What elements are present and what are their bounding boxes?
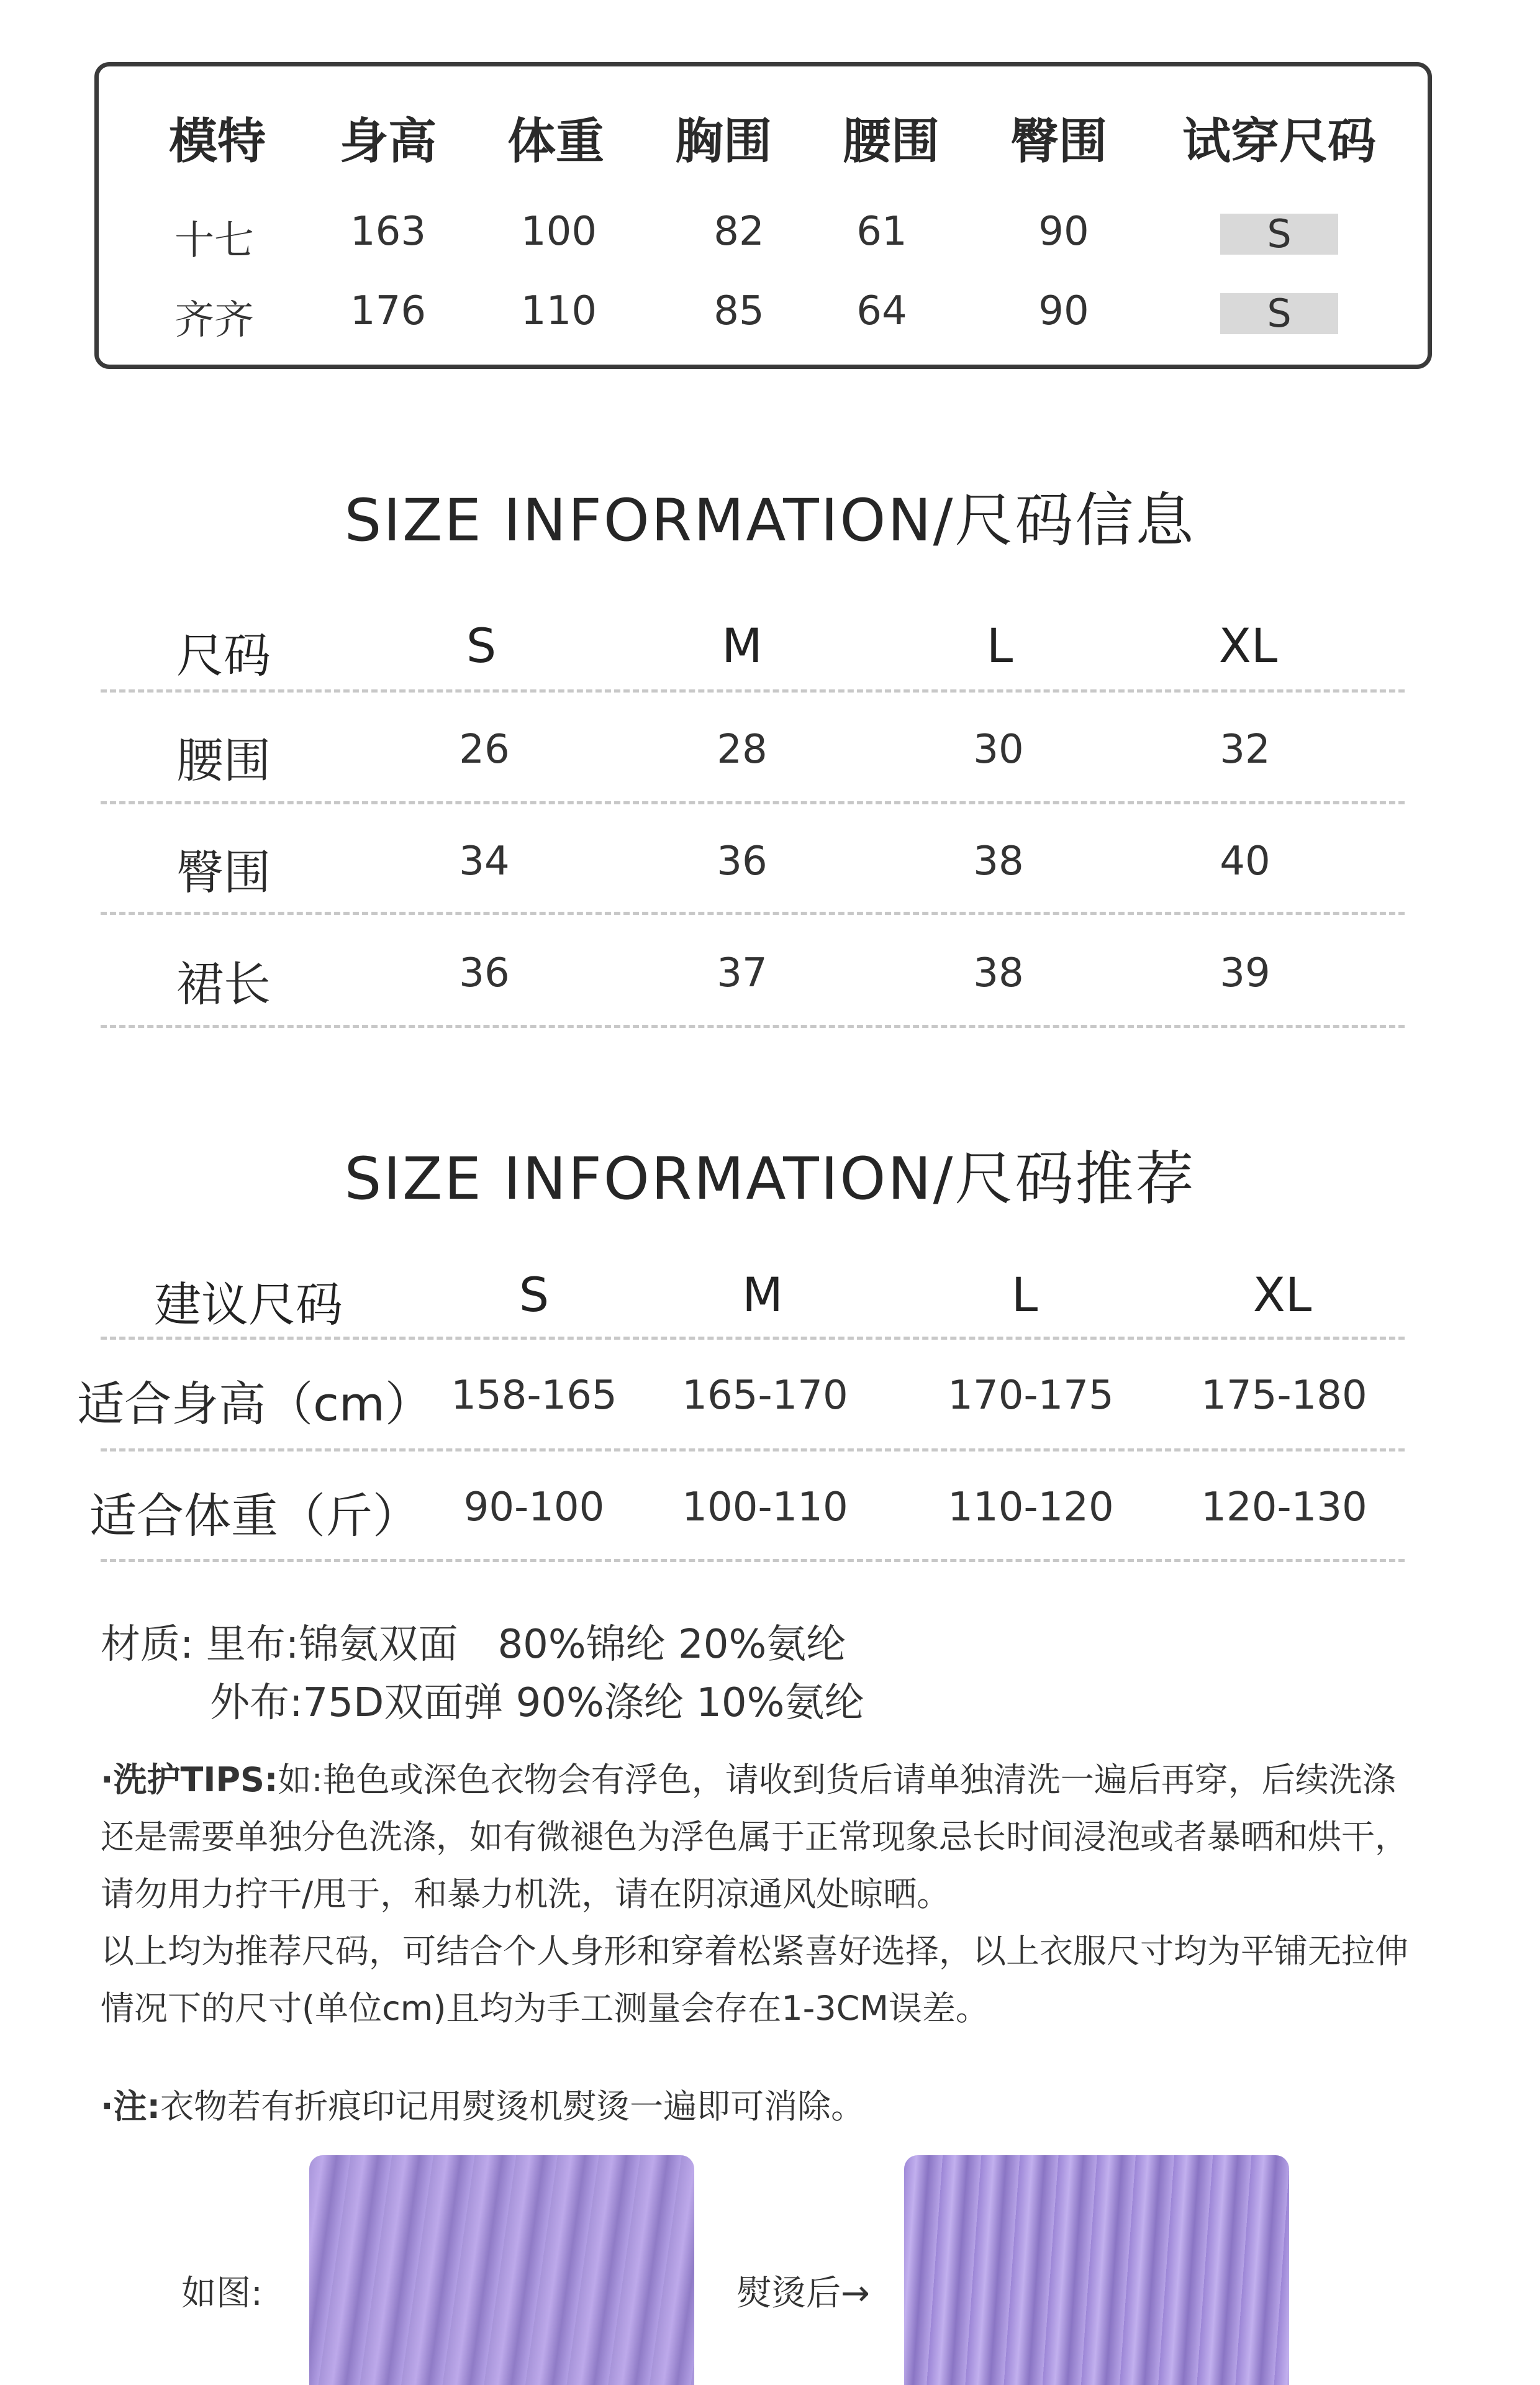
care-tips — [101, 1751, 1417, 1923]
recommend-header-xl: XL — [1252, 1267, 1312, 1322]
size-info-header-m: M — [722, 618, 763, 673]
crease-note-label: ·注: — [101, 2087, 161, 2126]
cell: 32 — [1220, 727, 1270, 773]
divider — [101, 1025, 1405, 1028]
cell: 110-120 — [948, 1484, 1114, 1530]
model-weight: 110 — [520, 288, 597, 334]
cell: 34 — [459, 838, 510, 884]
cell: 28 — [717, 727, 768, 773]
size-info-header-xl: XL — [1218, 618, 1278, 673]
cell: 175-180 — [1201, 1373, 1367, 1419]
cell: 100-110 — [682, 1484, 848, 1530]
row-label-length: 裙长 — [176, 956, 271, 1012]
cell: 38 — [973, 950, 1024, 996]
model-name: 齐齐 — [174, 298, 254, 343]
recommend-header-label: 建议尺码 — [154, 1277, 343, 1332]
divider — [101, 689, 1405, 693]
header-bust: 胸围 — [674, 114, 772, 170]
after-caption: 熨烫后→ — [736, 2273, 870, 2314]
size-info-header-l: L — [986, 618, 1013, 673]
crease-note — [101, 2078, 1417, 2135]
model-hip: 90 — [1038, 288, 1089, 334]
row-label-weight: 适合体重（斤） — [89, 1488, 420, 1543]
model-name: 十七 — [174, 218, 254, 264]
cell: 90-100 — [463, 1484, 605, 1530]
model-waist: 61 — [856, 209, 907, 255]
cell: 37 — [717, 950, 768, 996]
model-height: 176 — [350, 288, 427, 334]
cell: 40 — [1220, 838, 1270, 884]
cell: 26 — [459, 727, 510, 773]
material-line-2: 外布:75D双面弹 90%涤纶 10%氨纶 — [210, 1680, 864, 1726]
header-height: 身高 — [339, 114, 437, 170]
model-waist: 64 — [856, 288, 907, 334]
before-caption: 如图: — [181, 2273, 263, 2314]
divider — [101, 912, 1405, 915]
cell: 38 — [973, 838, 1024, 884]
row-label-height: 适合身高（cm） — [77, 1376, 432, 1432]
model-bust: 82 — [713, 209, 764, 255]
recommend-header-l: L — [1011, 1267, 1038, 1322]
divider — [101, 1559, 1405, 1562]
cell: 39 — [1220, 950, 1270, 996]
model-bust: 85 — [713, 288, 764, 334]
cell: 36 — [459, 950, 510, 996]
header-weight: 体重 — [507, 114, 605, 170]
cell: 165-170 — [682, 1373, 848, 1419]
material-line-1: 材质: 里布:锦氨双面 80%锦纶 20%氨纶 — [101, 1622, 846, 1668]
divider — [101, 801, 1405, 804]
fabric-before-image — [309, 2155, 694, 2385]
divider — [101, 1337, 1405, 1340]
divider — [101, 1448, 1405, 1451]
recommend-header-m: M — [742, 1267, 783, 1322]
cell: 120-130 — [1201, 1484, 1367, 1530]
size-recommend-title: SIZE INFORMATION/尺码推荐 — [344, 1145, 1196, 1213]
size-info-title: SIZE INFORMATION/尺码信息 — [344, 487, 1196, 555]
cell: 30 — [973, 727, 1024, 773]
care-tips-label: ·洗护TIPS: — [101, 1760, 278, 1799]
cell: 158-165 — [451, 1373, 617, 1419]
size-badge: S — [1220, 214, 1338, 255]
size-info-header-label: 尺码 — [176, 628, 271, 683]
header-try-size: 试穿尺码 — [1182, 114, 1377, 170]
crease-note-text: 衣物若有折痕印记用熨烫机熨烫一遍即可消除。 — [160, 2087, 865, 2126]
size-info-header-s: S — [466, 618, 497, 673]
care-tips-text: 如:艳色或深色衣物会有浮色，请收到货后请单独清洗一遍后再穿，后续洗涤还是需要单独分色洗涤，如有微褪色为浮色属于正常现象忌长时间浸泡或者暴晒和烘干，请勿用力拧干/甩于，和暴力机洗，请在阴凉通风处晾晒。 — [101, 1760, 1408, 1914]
size-badge: S — [1220, 293, 1338, 334]
model-weight: 100 — [520, 209, 597, 255]
recommend-header-s: S — [519, 1267, 550, 1322]
model-height: 163 — [350, 209, 427, 255]
size-note: 以上均为推荐尺码，可结合个人身形和穿着松紧喜好选择，以上衣服尺寸均为平铺无拉伸情况下的尺寸(单位cm)且均为手工测量会存在1-3CM误差。 — [101, 1932, 1408, 2028]
header-model: 模特 — [168, 114, 266, 170]
row-label-hip: 臀围 — [176, 845, 271, 900]
header-hip: 臀围 — [1010, 114, 1108, 170]
model-hip: 90 — [1038, 209, 1089, 255]
row-label-waist: 腰围 — [176, 733, 271, 788]
fabric-after-image — [904, 2155, 1289, 2385]
cell: 170-175 — [948, 1373, 1114, 1419]
header-waist: 腰围 — [842, 114, 940, 170]
cell: 36 — [717, 838, 768, 884]
